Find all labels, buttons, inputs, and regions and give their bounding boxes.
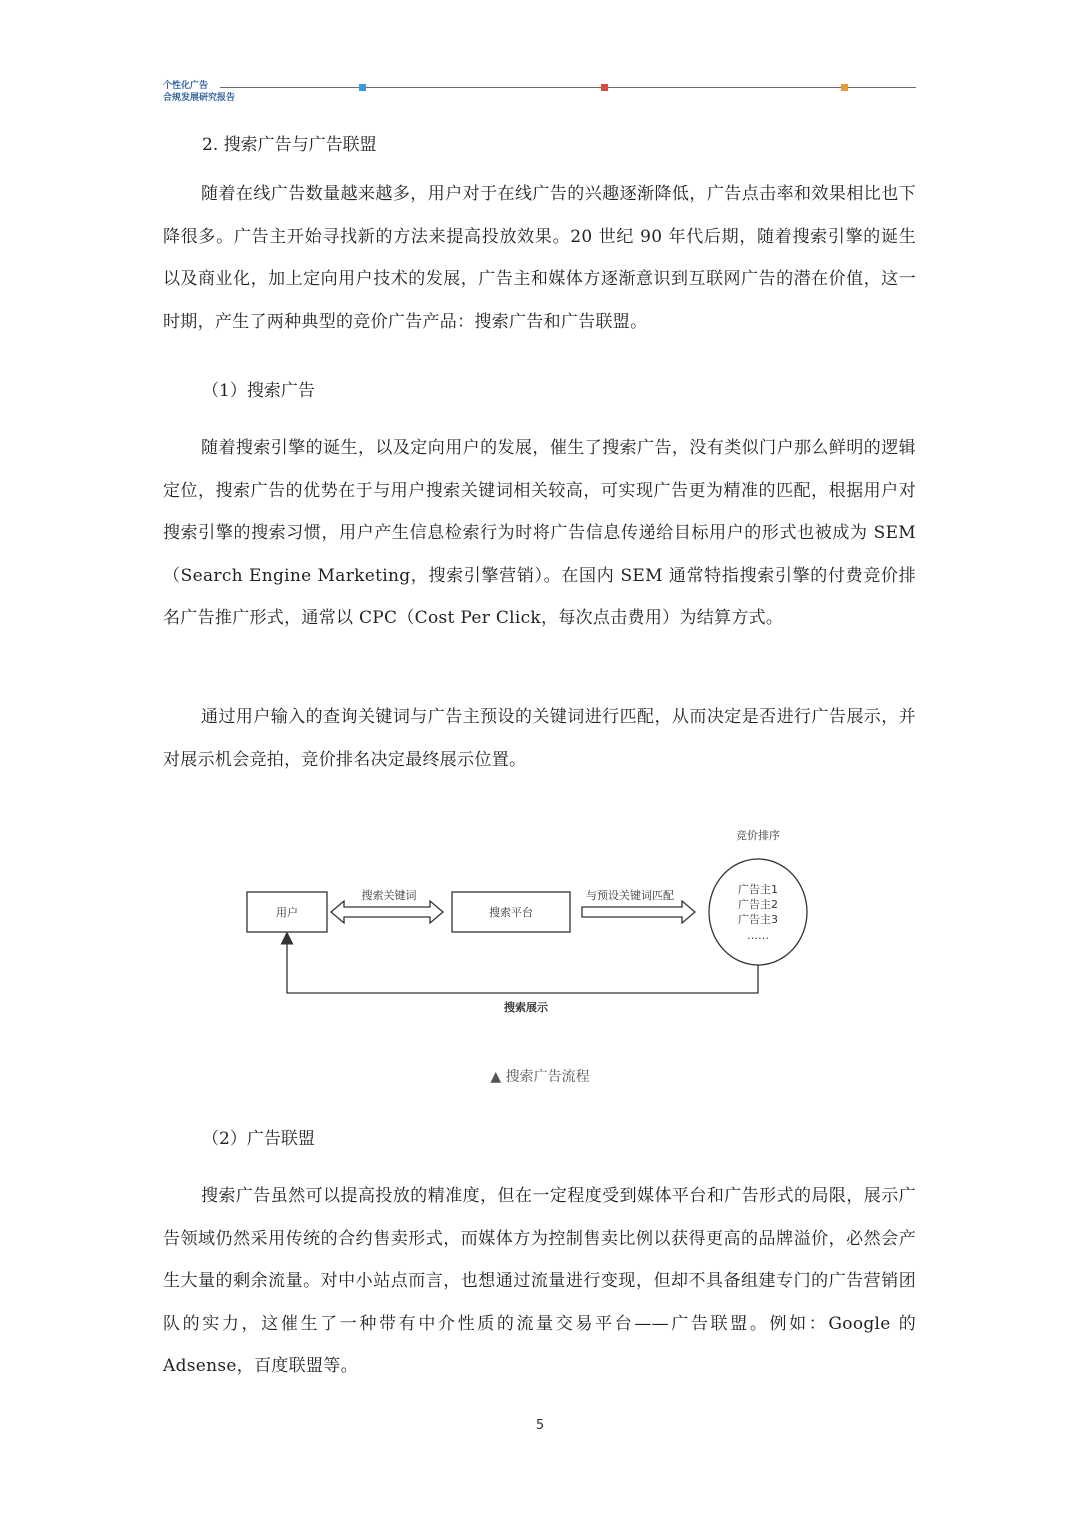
page-number: 5 <box>535 1418 545 1433</box>
platform-box <box>452 892 570 932</box>
report-brand <box>163 80 253 104</box>
keyword-label: 搜索关键词 <box>361 889 417 902</box>
advertiser-2: 广告主2 <box>738 898 778 911</box>
search-ads-paragraph-2: 通过用户输入的查询关键词与广告主预设的关键词进行匹配，从而决定是否进行广告展示，并对展示机会竞拍，竞价排名决定最终展示位置。 <box>163 707 916 770</box>
section-intro-paragraph: 随着在线广告数量越来越多，用户对于在线广告的兴趣逐渐降低，广告点击率和效果相比也下降很多。广告主开始寻找新的方法来提高投放效果。20 世纪 90 年代后期，随着搜索引擎的诞生以及商业化，加上定向用户技术的发展，广告主和媒体方逐渐意识到互联网广告的潜在价值，这一时期，产生了两种典型的竞价广告产品：搜索广告和广告联盟。 <box>163 184 916 332</box>
advertisers-circle <box>709 859 807 965</box>
advertiser-3: 广告主3 <box>738 913 778 926</box>
display-label: 搜索展示 <box>504 1001 548 1014</box>
match-label: 与预设关键词匹配 <box>586 889 674 902</box>
ad-network-paragraph: 搜索广告虽然可以提高投放的精准度，但在一定程度受到媒体平台和广告形式的局限，展示广告领域仍然采用传统的合约售卖形式，而媒体方为控制售卖比例以获得更高的品牌溢价，必然会产生大量的剩余流量。对中小站点而言，也想通过流量进行变现，但却不具备组建专门的广告营销团队的实力，这催生了一种带有中介性质的流量交易平台——广告联盟。例如：Google 的 Adsense，百度联盟等。 <box>163 1186 916 1376</box>
brand-line-2: 合规发展研究报告 <box>163 93 236 103</box>
header-marker-orange <box>841 84 848 91</box>
user-box <box>247 892 327 932</box>
display-return-arrow <box>287 938 758 1014</box>
user-label: 用户 <box>276 906 298 919</box>
advertiser-1: 广告主1 <box>738 883 778 896</box>
search-ads-heading: （1）搜索广告 <box>202 381 315 401</box>
platform-label: 搜索平台 <box>489 906 533 919</box>
header-divider <box>220 87 916 88</box>
header-marker-red <box>601 84 608 91</box>
ad-network-heading: （2）广告联盟 <box>202 1129 315 1149</box>
search-ads-paragraph-1: 随着搜索引擎的诞生，以及定向用户的发展，催生了搜索广告，没有类似门户那么鲜明的逻辑定位，搜索广告的优势在于与用户搜索关键词相关较高，可实现广告更为精准的匹配，根据用户对搜索引擎的搜索习惯，用户产生信息检索行为时将广告信息传递给目标用户的形式也被成为 SEM（Search Engine Marketing，搜索引擎营销）。在国内 SEM 通常特指搜索引擎的付费竞价排名广告推广形式，通常以 CPC（Cost Per Click，每次点击费用）为结算方式。 <box>163 438 916 628</box>
ranking-label: 竞价排序 <box>736 829 780 842</box>
section-title: 2. 搜索广告与广告联盟 <box>202 135 377 155</box>
advertiser-more: …… <box>747 929 769 942</box>
brand-line-1: 个性化广告 <box>163 81 209 91</box>
diagram-caption: ▲ 搜索广告流程 <box>490 1069 590 1085</box>
search-ads-flow-diagram <box>240 820 840 1030</box>
keyword-double-arrow <box>331 888 443 923</box>
header-marker-blue <box>359 84 366 91</box>
match-arrow <box>582 888 695 923</box>
